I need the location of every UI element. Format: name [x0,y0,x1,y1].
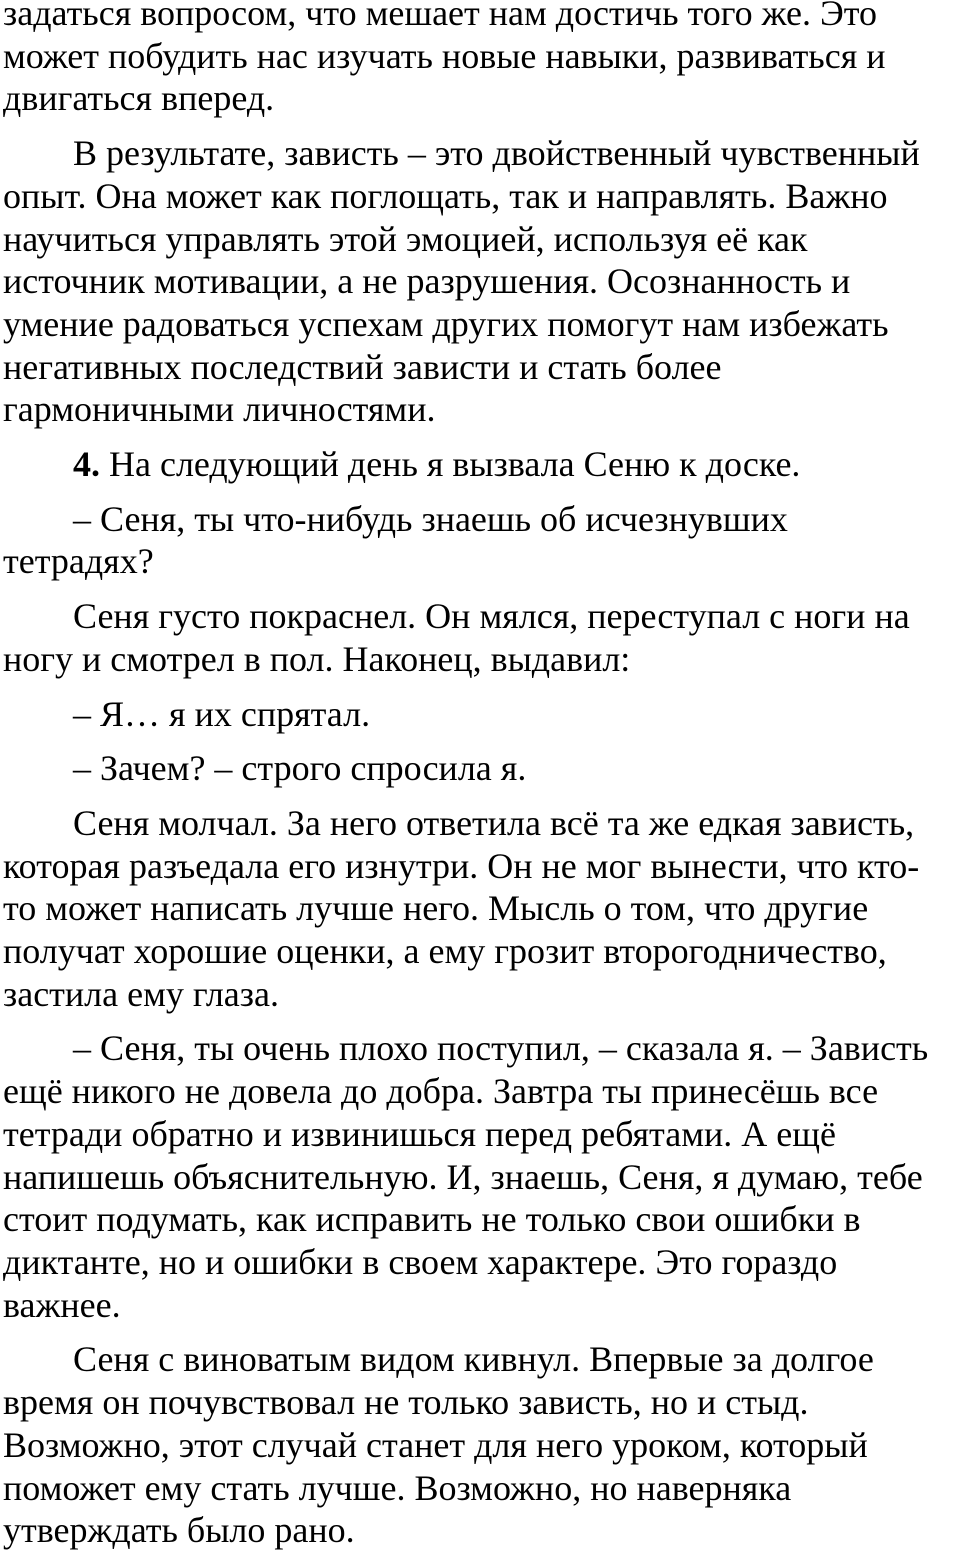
text-line: тетради обратно и извинишься перед ребятами. А ещё [3,1113,836,1154]
text-line: поможет ему стать лучше. Возможно, но наверняка [3,1467,792,1508]
text-line: застила ему глаза. [3,973,279,1014]
text-line: может побудить нас изучать новые навыки, развиваться и [3,35,886,76]
text-line: напишешь объяснительную. И, знаешь, Сеня, я думаю, тебе [3,1156,923,1197]
text-line [3,443,955,486]
paragraph [3,693,955,736]
text-line: Сеня молчал. За него ответила всё та же едкая зависть, [73,802,915,843]
text-line: Сеня с виноватым видом кивнул. Впервые за долгое [73,1339,874,1380]
paragraph [3,132,955,431]
paragraph [3,802,955,1016]
paragraph [3,747,955,790]
paragraph-numbered [3,443,955,486]
text-line: – Зачем? – строго спросила я. [73,748,527,789]
text-line: стоит подумать, как исправить не только свои ошибки в [3,1199,861,1240]
text-line: двигаться вперед. [3,78,275,119]
paragraph [3,595,955,680]
text-line: негативных последствий зависти и стать более [3,346,722,387]
text-line: источник мотивации, а не разрушения. Осознанность и [3,261,851,302]
text-line: получат хорошие оценки, а ему грозит второгодничество, [3,931,887,972]
text-line: ногу и смотрел в пол. Наконец, выдавил: [3,638,631,679]
text-line: время он почувствовал не только зависть, но и стыд. [3,1382,809,1423]
text-line: ещё никого не довела до добра. Завтра ты принесёшь все [3,1071,879,1112]
text-line: – Сеня, ты очень плохо поступил, – сказала я. – Зависть [73,1028,929,1069]
paragraph [3,1027,955,1326]
section-number: 4. [73,444,100,485]
text-line: которая разъедала его изнутри. Он не мог вынести, что кто- [3,845,920,886]
text-line: научиться управлять этой эмоцией, используя её как [3,218,808,259]
text-line: Возможно, этот случай станет для него уроком, который [3,1424,868,1465]
paragraph [3,498,955,583]
text-line: Сеня густо покраснел. Он мялся, переступал с ноги на [73,596,910,637]
text-line: то может написать лучше него. Мысль о том, что другие [3,888,869,929]
text-line: – Сеня, ты что-нибудь знаешь об исчезнувших [73,498,788,539]
text-line: В результате, зависть – это двойственный чувственный [73,133,920,174]
text-line: – Я… я их спрятал. [73,693,371,734]
text-line: диктанте, но и ошибки в своем характере. Это гораздо [3,1241,838,1282]
text-line: опыт. Она может как поглощать, так и направлять. Важно [3,175,888,216]
text-line: утверждать было рано. [3,1510,355,1551]
text-line-content: На следующий день я вызвала Сеню к доске. [100,444,801,485]
text-line: умение радоваться успехам других помогут нам избежать [3,303,889,344]
text-line: важнее. [3,1284,121,1325]
paragraph [3,1338,955,1552]
text-line: задаться вопросом, что мешает нам достичь того же. Это [3,0,878,33]
text-line: гармоничными личностями. [3,389,436,430]
document-page [3,0,955,1564]
text-line: тетрадях? [3,541,154,582]
paragraph [3,0,955,120]
